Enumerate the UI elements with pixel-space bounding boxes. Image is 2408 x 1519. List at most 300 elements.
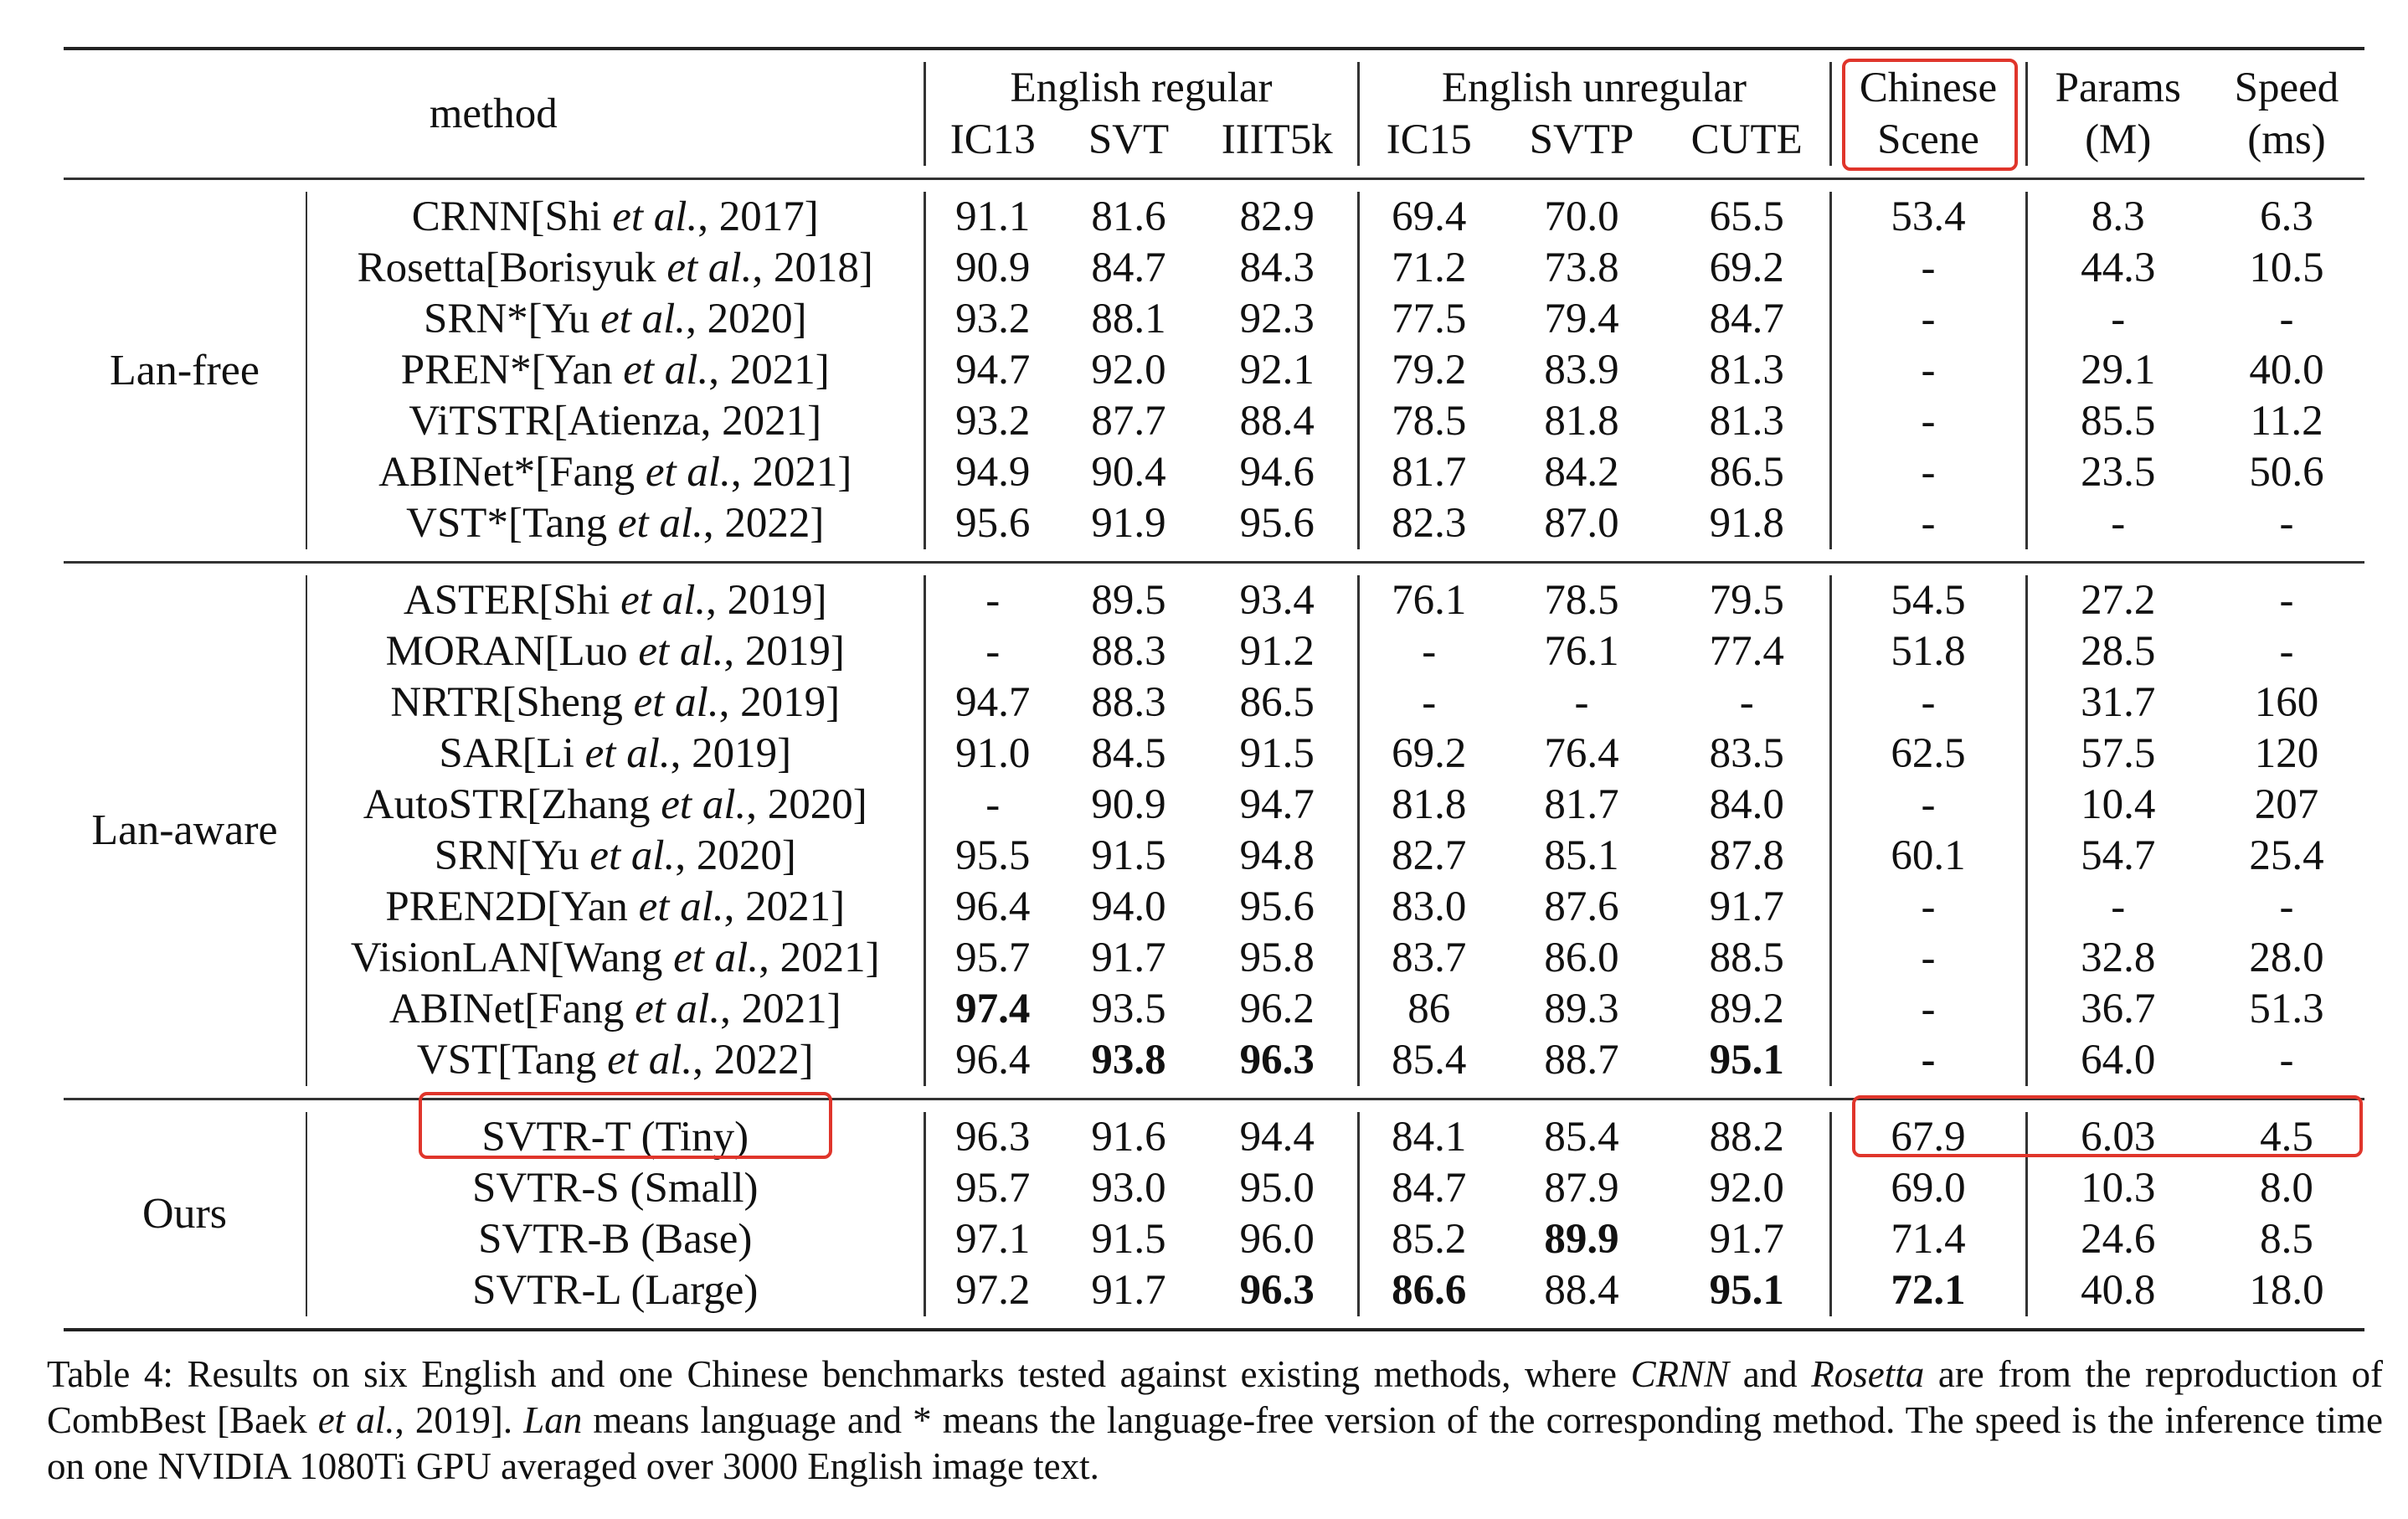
method-name	[306, 498, 924, 549]
method-year: , 2019]	[718, 679, 841, 726]
method-name	[306, 575, 924, 626]
method-name	[306, 729, 924, 780]
cell-svtp: 89.3	[1544, 986, 1619, 1032]
method-name	[306, 626, 924, 677]
method-name-text: VST*[Tang	[406, 500, 618, 547]
method-etal: et al.	[607, 1037, 693, 1084]
table-row	[64, 447, 2364, 498]
cell-ic13: 95.5	[924, 831, 1060, 882]
table-row	[64, 677, 2364, 729]
cell-ic15: 85.2	[1358, 1214, 1499, 1265]
method-name-text: AutoSTR[Zhang	[363, 781, 661, 828]
cell-svt: 92.0	[1091, 347, 1166, 394]
cell-svtp: 87.9	[1544, 1165, 1619, 1212]
method-name-text: VisionLAN[Wang	[350, 935, 674, 981]
table-row	[64, 729, 2364, 780]
cell-ic15: 82.7	[1358, 831, 1499, 882]
method-etal: et al.	[600, 296, 687, 342]
cell-svtp: 89.9	[1544, 1216, 1619, 1263]
method-name	[306, 396, 924, 447]
cell-speed: 8.5	[2260, 1216, 2313, 1263]
cell-svt: 94.0	[1091, 883, 1166, 930]
cell-ic15: 84.7	[1358, 1163, 1499, 1214]
method-etal: et al.	[638, 628, 724, 675]
cell-cute: 83.5	[1709, 730, 1784, 777]
cell-ic13: 95.6	[924, 498, 1060, 549]
method-etal: et al.	[584, 730, 671, 777]
method-etal: et al.	[612, 193, 698, 240]
cell-svt: 90.4	[1091, 449, 1166, 496]
cell-svt: 91.9	[1091, 500, 1166, 547]
cell-params: 10.4	[2026, 780, 2209, 831]
cell-ic13: 93.2	[924, 294, 1060, 345]
caption-text-5: means language and * means the language-free version of the corresponding method. The speed is the inference time on one NVIDIA 1080Ti GPU averaged over 3000 English image text.	[47, 1398, 2383, 1487]
method-name-text: Rosetta[Borisyuk	[357, 245, 667, 291]
cell-svt: 88.3	[1091, 628, 1166, 675]
cell-iiit5k: 95.8	[1239, 935, 1315, 981]
method-year: , 2021]	[723, 883, 846, 930]
cell-ic13: 97.2	[924, 1265, 1060, 1316]
cell-params: -	[2026, 498, 2209, 549]
cell-ic15: 71.2	[1358, 243, 1499, 294]
cell-svt: 84.7	[1091, 245, 1166, 291]
cell-iiit5k: 95.6	[1239, 500, 1315, 547]
cell-cute: 95.1	[1709, 1267, 1784, 1314]
col-cute: CUTE	[1690, 116, 1803, 163]
cell-iiit5k: 96.0	[1239, 1216, 1315, 1263]
cell-chinese-scene: 54.5	[1830, 575, 2026, 626]
method-name-text: SVTR-L (Large)	[472, 1267, 759, 1314]
cell-ic15: 76.1	[1358, 575, 1499, 626]
method-etal: et al.	[623, 347, 709, 394]
params-header-line2: (M)	[2026, 114, 2209, 166]
cell-params: 36.7	[2026, 984, 2209, 1035]
highlight-svtr-tiny-name	[419, 1092, 832, 1159]
cell-svt: 91.6	[1091, 1114, 1166, 1161]
highlight-chinese-header	[1842, 59, 2018, 171]
cell-cute: 81.3	[1709, 398, 1784, 445]
method-year: , 2020]	[686, 296, 807, 342]
cell-iiit5k: 95.6	[1239, 883, 1315, 930]
method-year: , 2021]	[720, 986, 841, 1032]
cell-cute: 84.7	[1709, 296, 1784, 342]
cell-chinese-scene: -	[1830, 882, 2026, 933]
cell-svt: 81.6	[1091, 193, 1166, 240]
cell-params: 27.2	[2026, 575, 2209, 626]
cell-svtp: 73.8	[1544, 245, 1619, 291]
cell-ic13: 97.4	[924, 984, 1060, 1035]
method-name	[306, 882, 924, 933]
method-etal: et al.	[633, 679, 719, 726]
cell-svtp: 79.4	[1544, 296, 1619, 342]
cell-ic15: 79.2	[1358, 345, 1499, 396]
caption-rosetta: Rosetta	[1811, 1353, 1925, 1395]
cell-speed: 8.0	[2260, 1165, 2313, 1212]
method-name	[306, 933, 924, 984]
method-name	[306, 984, 924, 1035]
caption-text-2: and	[1729, 1353, 1812, 1395]
cell-ic15: 69.4	[1358, 192, 1499, 243]
method-name-text: SVTR-T (Tiny)	[481, 1114, 749, 1161]
table-row	[64, 243, 2364, 294]
method-name	[306, 831, 924, 882]
results-table-figure	[64, 47, 2364, 1331]
caption-crnn: CRNN	[1630, 1353, 1730, 1395]
caption-text-1: Table 4: Results on six English and one Chinese benchmarks tested against existing methods, where	[47, 1353, 1631, 1395]
method-name	[306, 1163, 924, 1214]
cell-speed: 207	[2254, 781, 2319, 828]
table-row	[64, 780, 2364, 831]
cell-speed: 50.6	[2249, 449, 2324, 496]
cell-params: 28.5	[2026, 626, 2209, 677]
caption-lan: Lan	[523, 1398, 583, 1441]
cell-params: 54.7	[2026, 831, 2209, 882]
cell-chinese-scene: 72.1	[1830, 1265, 2026, 1316]
cell-svt: 88.3	[1091, 679, 1166, 726]
method-name	[306, 1035, 924, 1086]
cell-params: 40.8	[2026, 1265, 2209, 1316]
cell-cute: 87.8	[1709, 832, 1784, 879]
cell-svt: 91.5	[1091, 832, 1166, 879]
cell-svtp: 78.5	[1544, 577, 1619, 624]
cell-params: 64.0	[2026, 1035, 2209, 1086]
method-name-text: PREN2D[Yan	[385, 883, 639, 930]
method-year: , 2020]	[746, 781, 867, 828]
method-name-text: SRN[Yu	[434, 832, 590, 879]
table-row	[64, 192, 2364, 243]
cell-iiit5k: 93.4	[1239, 577, 1315, 624]
method-name	[306, 1214, 924, 1265]
cell-iiit5k: 96.2	[1239, 986, 1315, 1032]
cell-svtp: -	[1574, 679, 1589, 726]
cell-ic15: 69.2	[1358, 729, 1499, 780]
method-name-text: CRNN[Shi	[411, 193, 613, 240]
cell-svtp: 81.7	[1544, 781, 1619, 828]
chinese-header-line2: Scene	[1830, 114, 2026, 166]
cell-cute: 92.0	[1709, 1165, 1784, 1212]
cell-iiit5k: 91.2	[1239, 628, 1315, 675]
cell-cute: 65.5	[1709, 193, 1784, 240]
cell-params: 85.5	[2026, 396, 2209, 447]
cell-ic15: -	[1358, 677, 1499, 729]
cell-params: -	[2026, 294, 2209, 345]
method-name-text: SVTR-S (Small)	[472, 1165, 759, 1212]
cell-ic13: 91.0	[924, 729, 1060, 780]
cell-svtp: 84.2	[1544, 449, 1619, 496]
cell-cute: 69.2	[1709, 245, 1784, 291]
cell-ic15: 77.5	[1358, 294, 1499, 345]
method-name	[306, 192, 924, 243]
cell-chinese-scene: 69.0	[1830, 1163, 2026, 1214]
cell-ic15: 82.3	[1358, 498, 1499, 549]
cell-ic13: 91.1	[924, 192, 1060, 243]
cell-cute: 91.7	[1709, 883, 1784, 930]
method-name	[306, 243, 924, 294]
cell-ic15: 84.1	[1358, 1112, 1499, 1163]
cell-cute: 95.1	[1709, 1037, 1784, 1084]
cell-params: 32.8	[2026, 933, 2209, 984]
cell-speed: 51.3	[2249, 986, 2324, 1032]
cell-speed: -	[2279, 577, 2294, 624]
method-name	[306, 1265, 924, 1316]
method-name-text: SRN*[Yu	[423, 296, 601, 342]
chinese-header-line1: Chinese	[1830, 62, 2026, 114]
cell-svt: 89.5	[1091, 577, 1166, 624]
cell-chinese-scene: -	[1830, 498, 2026, 549]
group-label: Lan-aware	[91, 806, 278, 854]
cell-chinese-scene: -	[1830, 1035, 2026, 1086]
col-ic15: IC15	[1358, 114, 1499, 166]
table-row	[64, 933, 2364, 984]
cell-iiit5k: 96.3	[1239, 1037, 1315, 1084]
method-name-text: ABINet[Fang	[388, 986, 635, 1032]
caption-text-4: , 2019].	[394, 1398, 524, 1441]
method-etal: et al.	[673, 935, 759, 981]
cell-speed: -	[2279, 500, 2294, 547]
cell-svt: 84.5	[1091, 730, 1166, 777]
cell-svt: 91.7	[1091, 935, 1166, 981]
cell-chinese-scene: -	[1830, 677, 2026, 729]
cell-cute: 86.5	[1709, 449, 1784, 496]
cell-speed: 11.2	[2250, 398, 2323, 445]
speed-header-line1: Speed	[2234, 64, 2339, 111]
cell-chinese-scene: -	[1830, 396, 2026, 447]
cell-iiit5k: 94.7	[1239, 781, 1315, 828]
cell-chinese-scene: 53.4	[1830, 192, 2026, 243]
method-name-text: ASTER[Shi	[403, 577, 621, 624]
cell-chinese-scene: -	[1830, 933, 2026, 984]
group-label: Lan-free	[110, 346, 260, 394]
cell-iiit5k: 91.5	[1239, 730, 1315, 777]
method-year: , 2022]	[692, 1037, 814, 1084]
cell-chinese-scene: -	[1830, 780, 2026, 831]
cell-iiit5k: 94.6	[1239, 449, 1315, 496]
method-name	[306, 294, 924, 345]
cell-svtp: 87.0	[1544, 500, 1619, 547]
cell-cute: 77.4	[1709, 628, 1784, 675]
cell-ic15: 86	[1358, 984, 1499, 1035]
cell-speed: -	[2279, 628, 2294, 675]
cell-speed: 18.0	[2249, 1267, 2324, 1314]
cell-params: 44.3	[2026, 243, 2209, 294]
cell-chinese-scene: 71.4	[1830, 1214, 2026, 1265]
table-row	[64, 831, 2364, 882]
cell-svt: 91.7	[1091, 1267, 1166, 1314]
method-year: , 2018]	[752, 245, 873, 291]
cell-svtp: 85.4	[1544, 1114, 1619, 1161]
method-name-text: SAR[Li	[439, 730, 585, 777]
cell-chinese-scene: 67.9	[1830, 1112, 2026, 1163]
method-year: , 2019]	[723, 628, 845, 675]
cell-ic13: 94.9	[924, 447, 1060, 498]
method-name	[306, 345, 924, 396]
cell-cute: 91.8	[1709, 500, 1784, 547]
cell-speed: 40.0	[2249, 347, 2324, 394]
method-name-text: MORAN[Luo	[385, 628, 639, 675]
cell-speed: 10.5	[2249, 245, 2324, 291]
method-year: , 2021]	[759, 935, 880, 981]
col-svt: SVT	[1088, 116, 1170, 163]
cell-svtp: 87.6	[1544, 883, 1619, 930]
english-regular-header: English regular	[924, 62, 1358, 114]
method-header: method	[429, 90, 558, 137]
method-etal: et al.	[645, 449, 731, 496]
cell-params: -	[2026, 882, 2209, 933]
cell-svtp: 85.1	[1544, 832, 1619, 879]
cell-iiit5k: 95.0	[1239, 1165, 1315, 1212]
cell-svtp: 76.4	[1544, 730, 1619, 777]
cell-ic13: 97.1	[924, 1214, 1060, 1265]
col-iiit5k: IIIT5k	[1221, 116, 1333, 163]
table-row	[64, 345, 2364, 396]
cell-speed: 25.4	[2249, 832, 2324, 879]
cell-chinese-scene: -	[1830, 984, 2026, 1035]
speed-header-line2: (ms)	[2247, 116, 2326, 163]
cell-cute: 84.0	[1709, 781, 1784, 828]
method-year: , 2021]	[730, 449, 852, 496]
cell-iiit5k: 92.1	[1239, 347, 1315, 394]
cell-svt: 91.5	[1091, 1216, 1166, 1263]
table-row	[64, 1163, 2364, 1214]
cell-cute: 88.2	[1709, 1114, 1784, 1161]
cell-cute: 89.2	[1709, 986, 1784, 1032]
cell-ic13: 95.7	[924, 933, 1060, 984]
cell-ic15: 78.5	[1358, 396, 1499, 447]
method-year: , 2020]	[675, 832, 796, 879]
cell-params: 24.6	[2026, 1214, 2209, 1265]
cell-chinese-scene: 51.8	[1830, 626, 2026, 677]
cell-ic13: 90.9	[924, 243, 1060, 294]
table-row	[64, 882, 2364, 933]
cell-speed: 160	[2254, 679, 2319, 726]
highlight-svtr-tiny-metrics	[1852, 1095, 2363, 1157]
cell-ic13: 94.7	[924, 677, 1060, 729]
method-name-text: PREN*[Yan	[400, 347, 624, 394]
method-name	[306, 447, 924, 498]
cell-ic13: -	[924, 626, 1060, 677]
cell-iiit5k: 96.3	[1239, 1267, 1315, 1314]
method-year: , 2019]	[706, 577, 827, 624]
method-etal: et al.	[666, 245, 753, 291]
cell-speed: 28.0	[2249, 935, 2324, 981]
english-unregular-header: English unregular	[1358, 62, 1830, 114]
cell-svtp: 70.0	[1544, 193, 1619, 240]
cell-svt: 93.8	[1091, 1037, 1166, 1084]
cell-cute: 91.7	[1709, 1216, 1784, 1263]
cell-ic15: 85.4	[1358, 1035, 1499, 1086]
method-name-text: NRTR[Sheng	[390, 679, 634, 726]
cell-params: 31.7	[2026, 677, 2209, 729]
table-row	[64, 294, 2364, 345]
method-etal: et al.	[638, 883, 724, 930]
method-year: , 2021]	[708, 347, 830, 394]
table-row	[64, 1035, 2364, 1086]
col-svtp: SVTP	[1529, 116, 1634, 163]
table-row	[64, 984, 2364, 1035]
cell-ic15: 81.8	[1358, 780, 1499, 831]
cell-chinese-scene: -	[1830, 447, 2026, 498]
cell-svtp: 86.0	[1544, 935, 1619, 981]
cell-svtp: 88.4	[1544, 1267, 1619, 1314]
cell-speed: 6.3	[2260, 193, 2313, 240]
cell-cute: 79.5	[1709, 577, 1784, 624]
table-row	[64, 498, 2364, 549]
method-etal: et al.	[661, 781, 747, 828]
group-label: Ours	[141, 1190, 228, 1238]
cell-ic15: 83.7	[1358, 933, 1499, 984]
cell-chinese-scene: 60.1	[1830, 831, 2026, 882]
cell-params: 10.3	[2026, 1163, 2209, 1214]
method-name	[306, 677, 924, 729]
cell-ic13: 96.4	[924, 882, 1060, 933]
cell-ic13: -	[924, 575, 1060, 626]
cell-cute: 88.5	[1709, 935, 1784, 981]
cell-svtp: 81.8	[1544, 398, 1619, 445]
table-row	[64, 626, 2364, 677]
col-ic13: IC13	[924, 114, 1060, 166]
cell-svtp: 83.9	[1544, 347, 1619, 394]
cell-cute: -	[1739, 679, 1754, 726]
cell-ic15: 81.7	[1358, 447, 1499, 498]
cell-ic13: 96.3	[924, 1112, 1060, 1163]
caption-etal: et al.	[317, 1398, 395, 1441]
cell-ic15: -	[1358, 626, 1499, 677]
method-name-text: SVTR-B (Base)	[478, 1216, 753, 1263]
cell-params: 6.03	[2026, 1112, 2209, 1163]
cell-iiit5k: 92.3	[1239, 296, 1315, 342]
cell-chinese-scene: 62.5	[1830, 729, 2026, 780]
cell-chinese-scene: -	[1830, 294, 2026, 345]
cell-params: 57.5	[2026, 729, 2209, 780]
method-year: , 2017]	[697, 193, 819, 240]
method-etal: et al.	[635, 986, 721, 1032]
cell-svtp: 88.7	[1544, 1037, 1619, 1084]
method-name	[306, 780, 924, 831]
cell-svtp: 76.1	[1544, 628, 1619, 675]
table-row	[64, 396, 2364, 447]
cell-speed: -	[2279, 883, 2294, 930]
method-etal: et al.	[589, 832, 676, 879]
method-name-text: VST[Tang	[416, 1037, 608, 1084]
cell-svt: 93.5	[1091, 986, 1166, 1032]
cell-iiit5k: 88.4	[1239, 398, 1315, 445]
cell-iiit5k: 86.5	[1239, 679, 1315, 726]
method-year: , 2019]	[670, 730, 792, 777]
method-name-text: ViTSTR[Atienza, 2021]	[409, 398, 822, 445]
method-etal: et al.	[617, 500, 703, 547]
cell-ic13: -	[924, 780, 1060, 831]
table-row	[64, 575, 2364, 626]
cell-params: 8.3	[2026, 192, 2209, 243]
cell-svt: 93.0	[1091, 1165, 1166, 1212]
cell-iiit5k: 94.4	[1239, 1114, 1315, 1161]
method-name-text: ABINet*[Fang	[378, 449, 646, 496]
method-year: , 2022]	[702, 500, 825, 547]
table-row	[64, 1214, 2364, 1265]
cell-cute: 81.3	[1709, 347, 1784, 394]
params-header-line1: Params	[2026, 62, 2209, 114]
method-etal: et al.	[620, 577, 707, 624]
cell-chinese-scene: -	[1830, 345, 2026, 396]
cell-params: 23.5	[2026, 447, 2209, 498]
cell-chinese-scene: -	[1830, 243, 2026, 294]
cell-ic13: 96.4	[924, 1035, 1060, 1086]
cell-ic13: 95.7	[924, 1163, 1060, 1214]
cell-iiit5k: 84.3	[1239, 245, 1315, 291]
cell-svt: 90.9	[1091, 781, 1166, 828]
cell-iiit5k: 94.8	[1239, 832, 1315, 879]
cell-params: 29.1	[2026, 345, 2209, 396]
